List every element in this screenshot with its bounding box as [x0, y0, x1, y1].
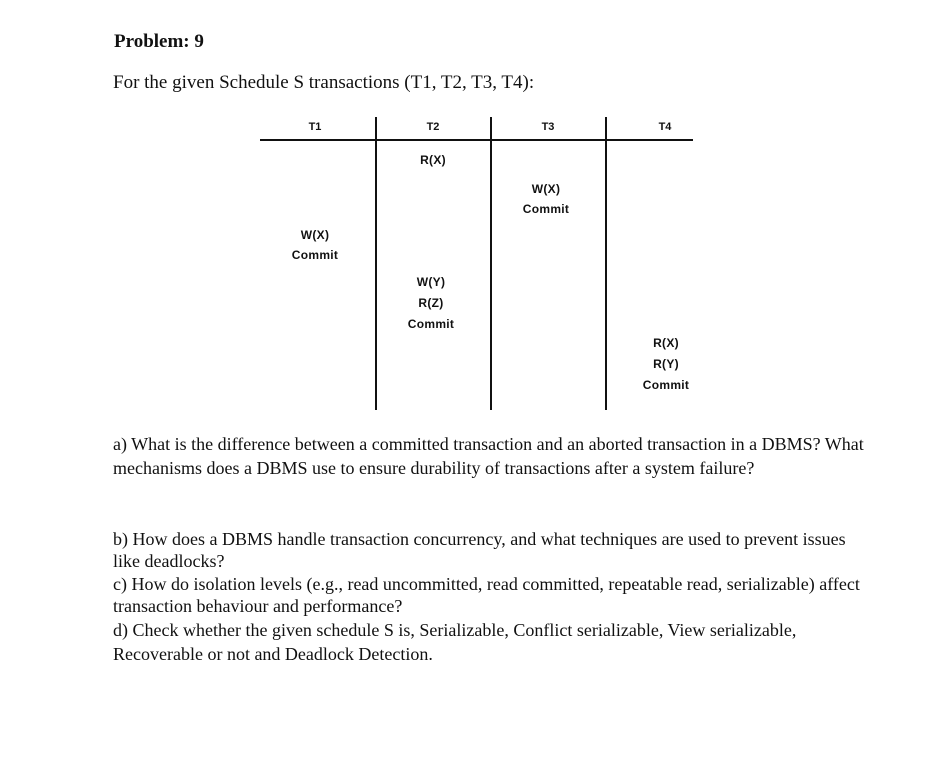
schedule-operation: Commit — [291, 248, 339, 262]
problem-intro: For the given Schedule S transactions (T1, T2, T3, T4): — [113, 72, 535, 93]
column-header-t4: T4 — [658, 121, 672, 133]
question-a: a) What is the difference between a committed transaction and an aborted transaction in a DBMS? What mechanisms does a DBMS use to ensure durability of transactions after a system failure? — [113, 434, 864, 478]
problem-title: Problem: 9 — [114, 31, 204, 52]
table-header-rule — [260, 139, 693, 141]
schedule-operation: R(Y) — [653, 357, 679, 371]
schedule-operation: R(X) — [653, 336, 679, 350]
schedule-operation: R(X) — [420, 153, 446, 167]
schedule-operation: W(X) — [531, 182, 561, 196]
schedule-operation: W(Y) — [416, 275, 446, 289]
schedule-operation: R(Z) — [418, 296, 444, 310]
column-header-t1: T1 — [308, 121, 322, 133]
schedule-operation: Commit — [642, 378, 690, 392]
schedule-operation: Commit — [522, 202, 570, 216]
question-c: c) How do isolation levels (e.g., read uncommitted, read committed, repeatable read, serializable) affect transaction behaviour and performance? — [113, 574, 860, 616]
question-b: b) How does a DBMS handle transaction concurrency, and what techniques are used to prevent issues like deadlocks? — [113, 529, 846, 571]
column-header-t3: T3 — [541, 121, 555, 133]
column-divider — [375, 117, 377, 410]
schedule-operation: W(X) — [300, 228, 330, 242]
column-divider — [605, 117, 607, 410]
column-header-t2: T2 — [426, 121, 440, 133]
question-d: d) Check whether the given schedule S is, Serializable, Conflict serializable, View serializable, Recoverable or not and Deadlock Detection. — [113, 620, 797, 664]
schedule-operation: Commit — [407, 317, 455, 331]
column-divider — [490, 117, 492, 410]
